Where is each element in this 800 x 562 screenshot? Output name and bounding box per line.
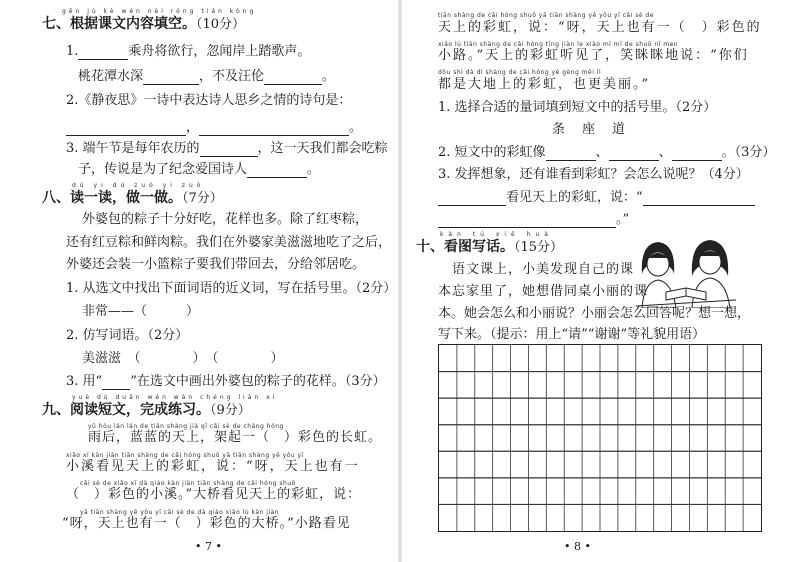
s8-score: （7分） [182,191,223,206]
s8-q1: 1. 从选文中找出下面词语的近义词，写在括号里。（2分） [66,281,397,296]
s10-heading [416,239,563,256]
s7-q3-line2-start: 子，传说是为了纪念爱国诗人 [78,162,248,177]
s9-q1: 1. 选择合适的量词填到短文中的括号里。（2分） [438,100,717,115]
s9-pinyin-line-1: yǔ hòu lán lán de tiān shàng jià qǐ cǎi sè de cháng hóng [88,423,284,430]
s7-q1-blank-2[interactable] [143,72,199,85]
s8-title: 八、读一读，做一做。 [42,190,182,206]
s9-pinyin-line-4: yā tiān shàng yě yǒu yī cǎi sè de dà qiáo xiǎo lù kàn jiàn [80,509,280,516]
s9-q2-blank-2[interactable] [609,148,659,161]
s10-title: 十、看图写话。 [416,239,514,255]
s8-q3-start: 3. 用“ [66,374,103,389]
s9-q2-end: 。（3分） [721,145,776,160]
s8-passage-line-3: 外婆还会装一小篮粽子要我们带回去，分给邻居吃。 [66,257,366,272]
s10-prompt-line-3: 本。她会怎么和小丽说？小丽会怎么回答呢？想一想， [438,306,751,321]
s9-q3: 3. 发挥想象，还有谁看到彩虹？会怎么说呢？（4分） [438,167,749,182]
s9-q2-blank-1[interactable] [546,148,596,161]
right-page [400,0,800,562]
s8-q3-end: ”在选文中画出外婆包的粽子的花样。（3分） [130,374,386,389]
s7-q3a [66,141,388,157]
s9-title: 九、阅读短文，完成练习。 [42,402,210,418]
s8-q1-answer: 非常——（ ） [82,304,200,319]
s8-q3 [66,374,386,390]
page-number-7: • 7 • [195,540,222,553]
s9-q2-start: 2. 短文中的彩虹像 [438,145,546,160]
s8-passage-line-2: 还有红豆粽和鲜肉粽。我们在外婆家美滋滋地吃了之后， [66,235,392,250]
s8-q2: 2. 仿写词语。（2分） [66,328,189,343]
passage-pinyin-line-1: tiān shàng de cǎi hóng shuō yā tiān shàng yě yǒu yī cǎi sè de [438,12,654,19]
s7-q1-line2-mid: ，不及汪伦 [199,69,265,84]
s9-pinyin: yuè dú duǎn wén wán chéng liàn xí [72,394,278,401]
passage-pinyin-line-3: dōu shì dà dì shàng de cǎi hóng yě gèng měi lì [438,69,602,76]
s7-q3-line1-end: ，这一天我们都会吃粽 [257,141,388,156]
passage-line-2: 小路。”天上的彩虹听见了，笑眯眯地说：“你们 [438,48,749,63]
writing-grid-lines [439,345,761,531]
s9-q3-blank-1[interactable] [438,193,506,206]
s7-q2-comma: ， [186,120,200,135]
s9-line-3: （ ）彩色的小溪。”大桥看见天上的彩虹，说： [66,487,362,502]
s7-q1b [78,69,335,85]
girls-drawing [636,234,736,308]
s7-score: （10分） [196,17,246,32]
s9-q1-word-choices: 条 座 道 [552,122,628,137]
s9-q3-blank-3[interactable] [438,215,616,228]
s9-q3-blank-2[interactable] [643,193,755,206]
s7-q3-line2-end: 。 [307,162,321,177]
s9-q3-close: 。” [616,212,630,227]
page-number-8: • 8 • [564,540,591,553]
s10-score: （15分） [514,240,564,255]
s7-q2-period: 。 [349,120,363,135]
s7-q2-answer [66,120,362,136]
s9-q3-answer-text: 看见天上的彩虹，说：“ [506,190,643,205]
s7-heading [42,16,245,33]
s9-line-1: 雨后，蓝蓝的天上，架起一（ ）彩色的长虹。 [88,430,383,445]
s7-title: 七、根据课文内容填空。 [42,16,196,32]
passage-line-1: 天上的彩虹，说：“呀，天上也有一（ ）彩色的 [438,20,762,35]
s10-prompt-line-2: 本忘家里了，她想借同桌小丽的课 [438,284,649,299]
s9-q2-blank-3[interactable] [672,148,722,161]
s8-q3-line-sample [102,380,130,390]
s10-prompt-line-1: 语文课上，小美发现自己的课 [452,262,635,277]
illustration-two-girls [636,234,736,308]
s9-q2-sep-1: 、 [595,145,609,160]
s7-q1-blank-3[interactable] [264,72,322,85]
s7-q2-blank-2[interactable] [199,123,349,136]
s8-q2-answer: 美滋滋 （ ） （ ） [82,351,284,366]
s7-q1-line2-end: 。 [322,69,336,84]
s9-heading [42,402,251,419]
s7-q3-line1-start: 3. 端午节是每年农历的 [66,141,200,156]
s8-passage-line-1: 外婆包的粽子十分好吃，花样也多。除了红枣粽， [82,212,369,227]
s9-pinyin-line-3: cǎi sè de xiǎo xī dà qiáo kàn jiàn tiān shàng de cǎi hóng shuō [80,480,296,487]
s10-pinyin: kàn tú xiě huà [440,231,553,238]
s7-q3-blank-2[interactable] [247,165,307,178]
s7-q1-number: 1. [66,44,79,59]
writing-grid[interactable] [438,344,762,532]
s9-q2 [438,145,775,161]
s9-pinyin-line-2: xiǎo xī kàn jiàn tiān shàng de cǎi hóng shuō yā tiān shàng yě yǒu yī [66,452,304,459]
s9-q3-answer-line-1 [438,190,755,206]
s7-q1-line2-start: 桃花潭水深 [78,69,144,84]
passage-line-3: 都是大地上的彩虹，也更美丽。” [438,77,651,92]
s9-q2-sep-2: 、 [658,145,672,160]
s9-score: （9分） [210,403,251,418]
s7-q1-line1: 乘舟将欲行，忽闻岸上踏歌声。 [128,44,311,59]
s10-prompt-line-4: 写下来。（提示：用上“请”“谢谢”等礼貌用语） [438,327,706,342]
s7-q2: 2.《静夜思》一诗中表达诗人思乡之情的诗句是： [66,93,352,108]
s7-q2-blank-1[interactable] [66,123,186,136]
s7-q3b [78,162,320,178]
s9-line-4: “呀，天上也有一（ ）彩色的大桥。”小路看见 [62,516,351,531]
s9-q3-answer-line-2 [438,212,629,228]
passage-pinyin-line-2: xiǎo lù tiān shàng de cǎi hóng tīng jiàn le xiào mī mī de shuō nǐ men [438,41,679,48]
s9-line-2: 小溪看见天上的彩虹，说：“呀，天上也有一 [66,459,360,474]
s7-q1-blank-1[interactable] [78,47,128,60]
s7-q1a [66,44,310,60]
s7-q3-blank-1[interactable] [200,144,258,157]
s8-pinyin: dú yi dú zuò yi zuò [72,182,205,189]
s7-pinyin: gēn jù kè wén nèi róng tián kòng [62,8,257,15]
s8-heading [42,190,223,207]
